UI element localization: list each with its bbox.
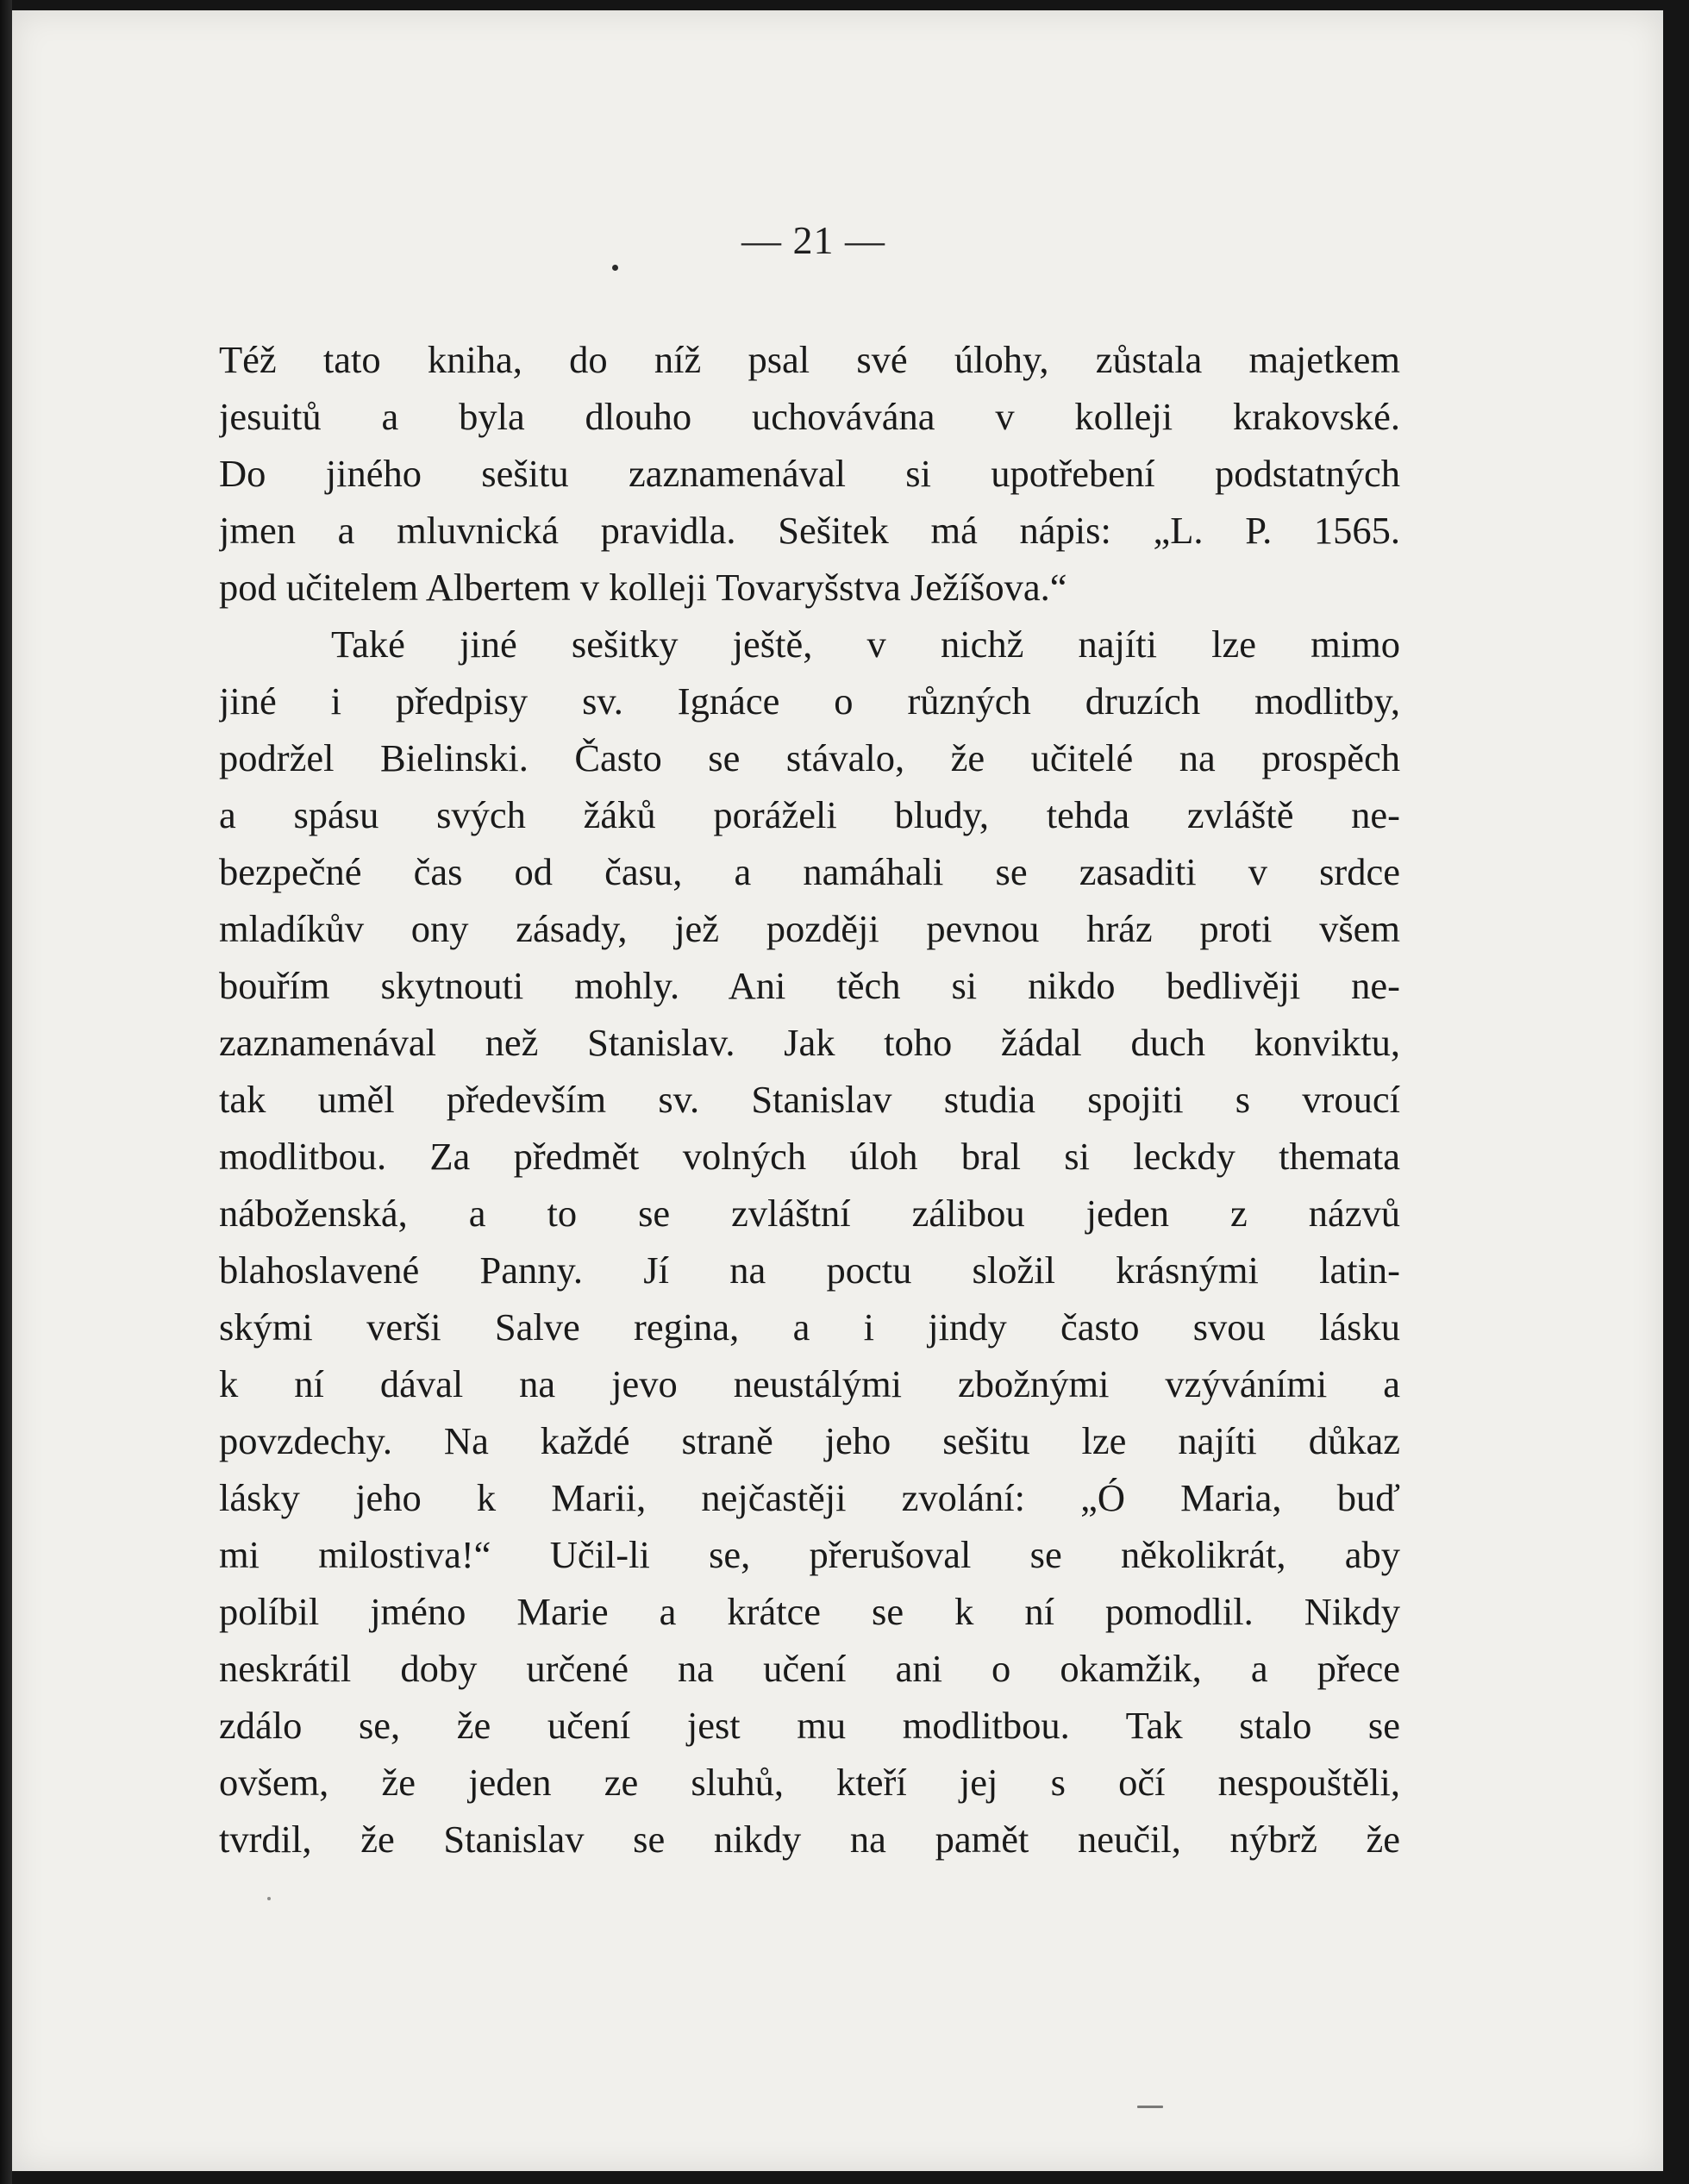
text-line: bezpečné čas od času, a namáhali se zasaditi v srdce bbox=[219, 850, 1400, 893]
scan-speck bbox=[1137, 2106, 1163, 2108]
text-line: Do jiného sešitu zaznamenával si upotřebení podstatných bbox=[219, 452, 1400, 495]
text-line: jiné i předpisy sv. Ignáce o různých druzích modlitby, bbox=[219, 679, 1400, 723]
scan-left-edge bbox=[0, 0, 12, 2184]
body-text bbox=[219, 331, 1400, 1868]
text-line: Též tato kniha, do níž psal své úlohy, zůstala majetkem bbox=[219, 338, 1400, 381]
book-page bbox=[12, 10, 1663, 2171]
text-line: ovšem, že jeden ze sluhů, kteří jej s očí nespouštěli, bbox=[219, 1761, 1400, 1804]
text-line: a spásu svých žáků poráželi bludy, tehda zvláště ne- bbox=[219, 793, 1400, 836]
text-line: lásky jeho k Marii, nejčastěji zvolání: „Ó Maria, buď bbox=[219, 1476, 1400, 1519]
text-line: políbil jméno Marie a krátce se k ní pomodlil. Nikdy bbox=[219, 1590, 1400, 1633]
text-line: neskrátil doby určené na učení ani o okamžik, a přece bbox=[219, 1647, 1400, 1690]
text-line: skými verši Salve regina, a i jindy často svou lásku bbox=[219, 1305, 1400, 1349]
text-line: pod učitelem Albertem v kolleji Tovaryšstva Ježíšova.“ bbox=[219, 566, 1067, 609]
text-line: mi milostiva!“ Učil-li se, přerušoval se několikrát, aby bbox=[219, 1533, 1400, 1576]
text-line: podržel Bielinski. Často se stávalo, že učitelé na prospěch bbox=[219, 736, 1400, 779]
text-line: modlitbou. Za předmět volných úloh bral si leckdy themata bbox=[219, 1135, 1400, 1178]
text-line: Také jiné sešitky ještě, v nichž najíti lze mimo bbox=[331, 623, 1400, 666]
text-line: bouřím skytnouti mohly. Ani těch si nikdo bedlivěji ne- bbox=[219, 964, 1400, 1007]
text-line: jmen a mluvnická pravidla. Sešitek má nápis: „L. P. 1565. bbox=[219, 509, 1400, 552]
text-line: blahoslavené Panny. Jí na poctu složil krásnými latin- bbox=[219, 1248, 1400, 1292]
text-line: k ní dával na jevo neustálými zbožnými vzýváními a bbox=[219, 1362, 1400, 1405]
scan-speck bbox=[612, 265, 618, 271]
text-line: povzdechy. Na každé straně jeho sešitu lze najíti důkaz bbox=[219, 1419, 1400, 1462]
text-line: tak uměl především sv. Stanislav studia spojiti s vroucí bbox=[219, 1078, 1400, 1121]
scan-speck bbox=[267, 1897, 271, 1900]
text-line: mladíkův ony zásady, jež později pevnou hráz proti všem bbox=[219, 907, 1400, 950]
page-number: — 21 — bbox=[741, 218, 885, 262]
text-line: náboženská, a to se zvláštní zálibou jeden z názvů bbox=[219, 1192, 1400, 1235]
text-line: tvrdil, že Stanislav se nikdy na pamět neučil, nýbrž že bbox=[219, 1818, 1400, 1861]
text-line: zdálo se, že učení jest mu modlitbou. Tak stalo se bbox=[219, 1704, 1400, 1747]
text-line: zaznamenával než Stanislav. Jak toho žádal duch konviktu, bbox=[219, 1021, 1400, 1064]
text-line: jesuitů a byla dlouho uchovávána v kolleji krakovské. bbox=[219, 395, 1400, 438]
